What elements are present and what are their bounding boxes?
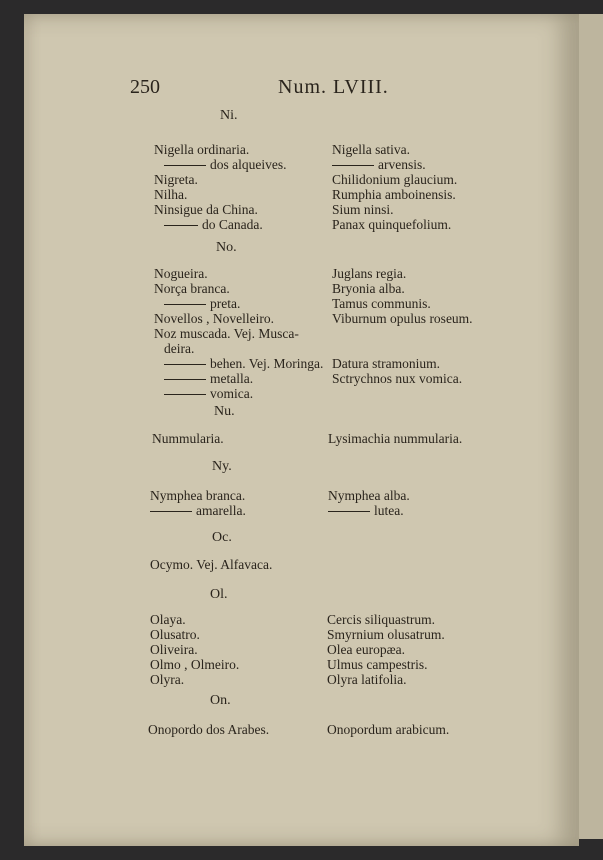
entry: Panax quinquefolium.	[332, 217, 452, 232]
entry: dos alqueives.	[154, 157, 287, 172]
entry: Ulmus campestris.	[327, 657, 428, 672]
entry: Olyra latifolia.	[327, 672, 407, 687]
entry: amarella.	[150, 503, 246, 518]
entry: Olyra.	[150, 672, 185, 687]
entry: Datura stramonium.	[332, 356, 440, 371]
entry: Bryonia alba.	[332, 281, 405, 296]
page-number: 250	[130, 76, 160, 98]
section-ol-left	[150, 612, 239, 687]
page-header	[130, 76, 430, 106]
entry: Norça branca.	[154, 281, 230, 296]
entry: Nogueira.	[154, 266, 208, 281]
entry	[332, 326, 473, 341]
entry: Novellos , Novelleiro.	[154, 311, 274, 326]
entry: Olaya.	[150, 612, 186, 627]
entry: Olusatro.	[150, 627, 200, 642]
book-page	[24, 14, 579, 846]
section-no-right	[332, 266, 473, 386]
entry: Olmo , Olmeiro.	[150, 657, 240, 672]
entry: Nilha.	[154, 187, 188, 202]
section-title-oc: Oc.	[212, 530, 232, 545]
entry: Ninsigue da China.	[154, 202, 258, 217]
section-title-ni: Ni.	[220, 108, 238, 123]
section-nu-left	[152, 431, 224, 446]
entry: Juglans regia.	[332, 266, 407, 281]
section-oc-left	[150, 557, 272, 572]
entry: Ocymo. Vej. Alfavaca.	[150, 557, 273, 572]
entry: Lysimachia nummularia.	[328, 431, 463, 446]
entry: Onopordo dos Arabes.	[148, 722, 270, 737]
entry	[332, 341, 473, 356]
entry: arvensis.	[332, 157, 457, 172]
entry: Nigella sativa.	[332, 142, 410, 157]
section-ni-left	[154, 142, 287, 232]
entry: deira.	[164, 341, 195, 356]
adjacent-page-edge	[575, 14, 603, 839]
entry: Chilidonium glaucium.	[332, 172, 458, 187]
entry: Smyrnium olusatrum.	[327, 627, 445, 642]
running-head: Num. LVIII.	[278, 76, 389, 98]
entry: Sium ninsi.	[332, 202, 394, 217]
entry: behen. Vej. Moringa.	[154, 356, 323, 371]
entry: Tamus communis.	[332, 296, 431, 311]
entry: do Canada.	[154, 217, 287, 232]
entry: Nymphea alba.	[328, 488, 410, 503]
entry: Rumphia amboinensis.	[332, 187, 456, 202]
entry: Nigreta.	[154, 172, 198, 187]
section-title-nu: Nu.	[214, 404, 235, 419]
entry: Nigella ordinaria.	[154, 142, 250, 157]
entry: Sctrychnos nux vomica.	[332, 371, 463, 386]
entry: Nymphea branca.	[150, 488, 246, 503]
section-no-left	[154, 266, 323, 401]
section-title-no: No.	[216, 240, 237, 255]
section-ni-right	[332, 142, 457, 232]
section-nu-right	[328, 431, 462, 446]
section-title-on: On.	[210, 693, 231, 708]
entry: preta.	[154, 296, 323, 311]
entry: Noz muscada. Vej. Musca-	[154, 326, 299, 341]
section-ny-left	[150, 488, 246, 518]
entry: vomica.	[154, 386, 323, 401]
entry: Olea europæa.	[327, 642, 405, 657]
entry: Nummularia.	[152, 431, 224, 446]
section-title-ny: Ny.	[212, 459, 232, 474]
entry: Onopordum arabicum.	[327, 722, 450, 737]
entry: lutea.	[328, 503, 410, 518]
section-on-right	[327, 722, 449, 737]
entry: Oliveira.	[150, 642, 198, 657]
section-ny-right	[328, 488, 410, 518]
section-title-ol: Ol.	[210, 587, 228, 602]
entry: Viburnum opulus roseum.	[332, 311, 473, 326]
section-ol-right	[327, 612, 445, 687]
section-on-left	[148, 722, 269, 737]
entry: Cercis siliquastrum.	[327, 612, 435, 627]
entry: metalla.	[154, 371, 323, 386]
